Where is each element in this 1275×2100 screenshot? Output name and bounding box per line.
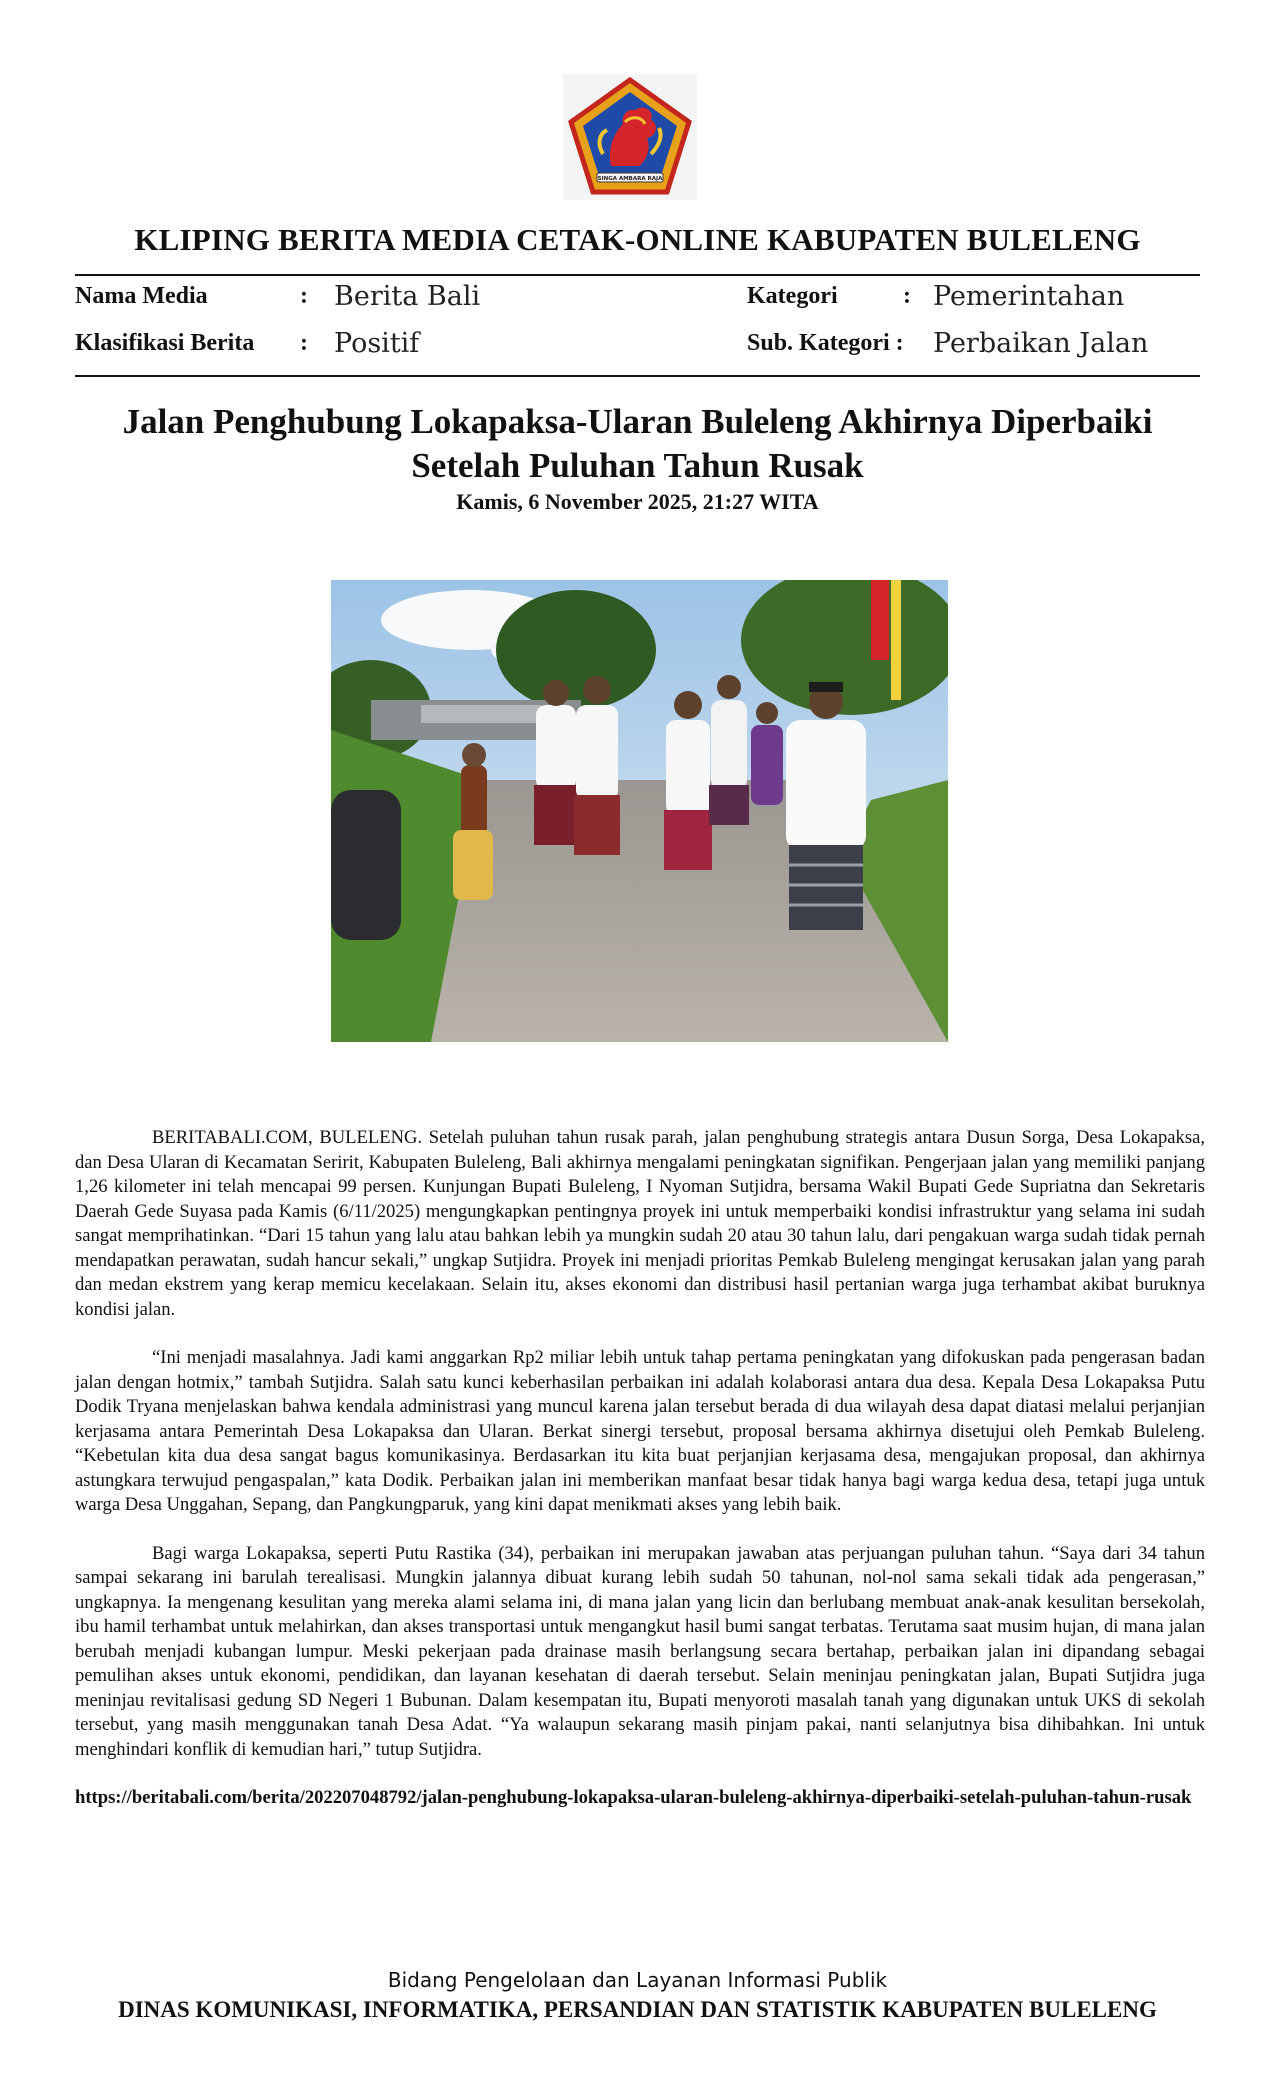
article-headline	[75, 400, 1200, 488]
top-divider	[75, 274, 1200, 276]
sub-kategori-label: Sub. Kategori :	[747, 330, 904, 356]
nama-media-colon: :	[300, 283, 308, 309]
nama-media-label: Nama Media	[75, 283, 208, 309]
sub-kategori-value: Perbaikan Jalan	[933, 328, 1149, 359]
kategori-colon: :	[903, 283, 911, 309]
kategori-value: Pemerintahan	[933, 281, 1125, 312]
source-url-link[interactable]: https://beritabali.com/berita/202207048792/jalan-penghubung-lokapaksa-ularan-buleleng-akhirnya-diperbaiki-setelah-puluhan-tahun-rusak	[75, 1787, 1192, 1808]
article-dateline: Kamis, 6 November 2025, 21:27 WITA	[456, 489, 819, 514]
svg-text:SINGA AMBARA RAJA: SINGA AMBARA RAJA	[597, 176, 663, 182]
footer-department: Bidang Pengelolaan dan Layanan Informasi Publik	[387, 1968, 888, 1992]
klasifikasi-berita-label: Klasifikasi Berita	[75, 330, 255, 356]
article-body	[75, 1126, 1205, 1835]
headline-line-1: Jalan Penghubung Lokapaksa-Ularan Buleleng Akhirnya Diperbaiki	[122, 402, 1153, 441]
footer-agency: DINAS KOMUNIKASI, INFORMATIKA, PERSANDIAN DAN STATISTIK KABUPATEN BULELENG	[118, 1997, 1157, 2022]
article-paragraph-3: Bagi warga Lokapaksa, seperti Putu Rastika (34), perbaikan ini merupakan jawaban atas perjuangan puluhan tahun. “Saya dari 34 tahun sampai sekarang ini barulah terealisasi. Mungkin jalannya dibuat kurang lebih sudah 50 tahunan, nol-nol sama sekali tidak ada pengerasan,” ungkapnya. Ia mengenang kesulitan yang mereka alami selama ini, di mana jalan yang licin dan berlubang membuat anak-anak kesulitan bersekolah, ibu hamil terhambat untuk melahirkan, dan akses transportasi untuk mengangkut hasil bumi sangat terbatas. Terutama saat musim hujan, di mana jalan berubah menjadi kubangan lumpur. Meski pekerjaan pada drainase masih berlangsung secara bertahap, perbaikan jalan ini dipandang sebagai pemulihan akses untuk ekonomi, pendidikan, dan layanan kesehatan di daerah tersebut. Selain meninjau peningkatan jalan, Bupati Sutjidra juga meninjau revitalisasi gedung SD Negeri 1 Bubunan. Dalam kesempatan itu, Bupati menyoroti masalah tanah yang digunakan untuk UKS di sekolah tersebut, yang masih menggunakan tanah Desa Adat. “Ya walaupun sekarang masih pinjam pakai, nanti selanjutnya bisa dihibahkan. Ini untuk menghindari konflik di kemudian hari,” tutup Sutjidra.	[75, 1542, 1205, 1760]
klasifikasi-berita-value: Positif	[334, 328, 420, 359]
headline-line-2: Setelah Puluhan Tahun Rusak	[411, 446, 864, 485]
singa-ambara-raja-crest-icon	[563, 74, 697, 200]
news-photo-officials-walking-village-road-icon	[331, 580, 948, 1042]
klasifikasi-berita-colon: :	[300, 330, 308, 356]
kategori-label: Kategori	[747, 283, 838, 309]
article-paragraph-2: “Ini menjadi masalahnya. Jadi kami anggarkan Rp2 miliar lebih untuk tahap pertama peningkatan yang difokuskan pada pengerasan badan jalan dengan hotmix,” tambah Sutjidra. Salah satu kunci keberhasilan perbaikan ini adalah kolaborasi antara dua desa. Kepala Desa Lokapaksa Putu Dodik Tryana menjelaskan bahwa kendala administrasi yang muncul karena jalan tersebut berada di dua wilayah desa dapat diatasi melalui perjanjian kerjasama antara Pemerintah Desa Lokapaksa dan Ularan. Berkat sinergi tersebut, proposal bersama akhirnya disetujui oleh Pemkab Buleleng. “Kebetulan kita dua desa sangat bagus komunikasinya. Berdasarkan itu kita buat perjanjian kerjasama desa, mengajukan proposal, dan akhirnya astungkara terwujud pengaspalan,” kata Dodik. Perbaikan jalan ini memberikan manfaat besar tidak hanya bagi warga kedua desa, tetapi juga untuk warga Desa Unggahan, Sepang, dan Pangkungparuk, yang kini dapat menikmati akses yang lebih baik.	[75, 1347, 1205, 1515]
nama-media-value: Berita Bali	[334, 281, 481, 312]
meta-divider	[75, 375, 1200, 377]
kliping-title: KLIPING BERITA MEDIA CETAK-ONLINE KABUPATEN BULELENG	[134, 222, 1141, 257]
article-paragraph-1: BERITABALI.COM, BULELENG. Setelah puluhan tahun rusak parah, jalan penghubung strategis antara Dusun Sorga, Desa Lokapaksa, dan Desa Ularan di Kecamatan Seririt, Kabupaten Buleleng, Bali akhirnya mengalami peningkatan signifikan. Pengerjaan jalan yang memiliki panjang 1,26 kilometer ini telah mencapai 99 persen. Kunjungan Bupati Buleleng, I Nyoman Sutjidra, bersama Wakil Bupati Gede Supriatna dan Sekretaris Daerah Gede Suyasa pada Kamis (6/11/2025) mengungkapkan pentingnya proyek ini untuk memperbaiki kondisi infrastruktur yang selama ini sudah sangat memprihatinkan. “Dari 15 tahun yang lalu atau bahkan lebih ya mungkin sudah 20 atau 30 tahun lalu, dari pengakuan warga sudah tidak pernah mendapatkan perawatan, sudah hancur sekali,” ungkap Sutjidra. Proyek ini menjadi prioritas Pemkab Buleleng mengingat kerusakan jalan yang parah dan medan ekstrem yang kerap memicu kecelakaan. Selain itu, akses ekonomi dan distribusi hasil pertanian warga juga terhambat akibat buruknya kondisi jalan.	[75, 1127, 1205, 1320]
